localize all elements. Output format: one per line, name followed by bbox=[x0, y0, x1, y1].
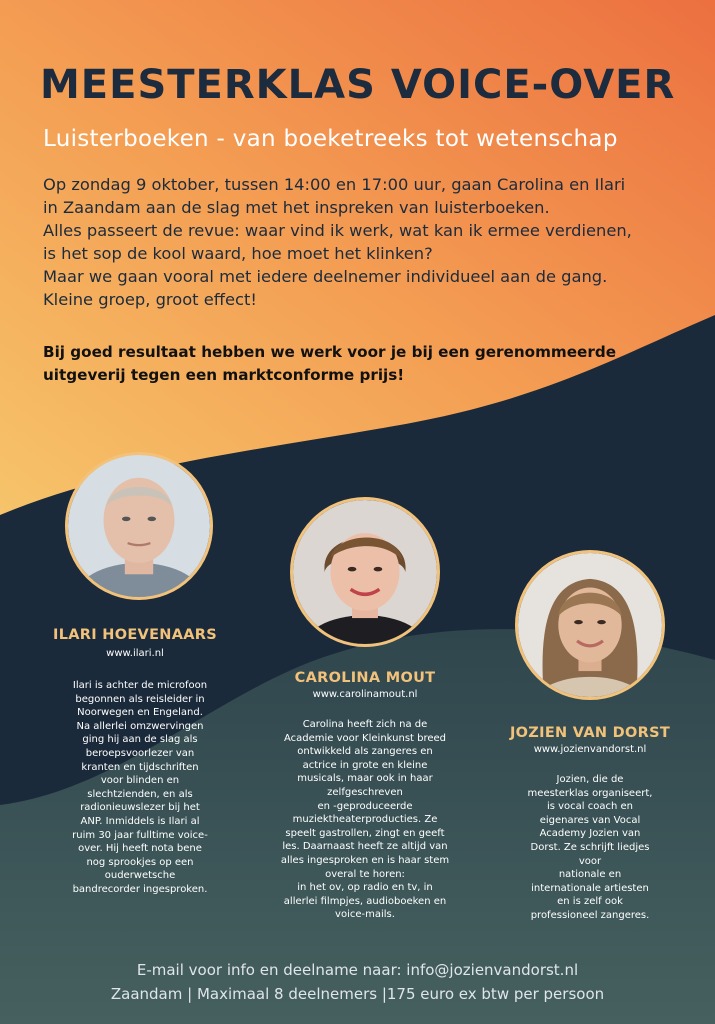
intro-text bbox=[43, 173, 683, 311]
bio-line: musicals, maar ook in haar bbox=[297, 773, 433, 785]
bio-line: begonnen als reisleider in bbox=[75, 693, 205, 705]
bio-line: slechtzienden, en als bbox=[87, 788, 193, 800]
portrait-man-image bbox=[68, 455, 210, 597]
carolina-bio bbox=[255, 718, 475, 922]
bio-line: over. Hij heeft nota bene bbox=[78, 843, 202, 855]
bio-line: en -geproduceerde bbox=[317, 800, 413, 812]
bio-line: ontwikkeld als zangeres en bbox=[297, 746, 433, 758]
bio-line: zelfgeschreven bbox=[327, 786, 403, 798]
bio-line: nationale en bbox=[558, 869, 622, 881]
bio-line: en is zelf ook bbox=[557, 896, 623, 908]
page-title: MEESTERKLAS VOICE-OVER bbox=[40, 62, 676, 108]
intro-line: Alles passeert de revue: waar vind ik werk, wat kan ik ermee verdienen, bbox=[43, 221, 632, 240]
jozien-website: www.jozienvandorst.nl bbox=[533, 744, 647, 755]
bio-line: les. Daarnaast heeft ze altijd van bbox=[282, 841, 448, 853]
bio-line: is vocal coach en bbox=[546, 801, 634, 813]
bio-line: overal te horen: bbox=[325, 868, 405, 880]
bio-line: ANP. Inmiddels is Ilari al bbox=[80, 815, 200, 827]
bio-line: in het ov, op radio en tv, in bbox=[297, 882, 433, 894]
jozien-photo bbox=[515, 550, 665, 700]
bio-line: muziektheaterproducties. Ze bbox=[292, 814, 438, 826]
bio-line: radionieuwslezer bij het bbox=[80, 802, 200, 814]
intro-line: Kleine groep, groot effect! bbox=[43, 290, 257, 309]
carolina-photo bbox=[290, 497, 440, 647]
jozien-bio bbox=[485, 773, 695, 923]
bio-line: Na allerlei omzwervingen bbox=[76, 720, 204, 732]
bio-line: ouderwetsche bbox=[104, 870, 176, 882]
bio-line: Academy Jozien van bbox=[539, 828, 641, 840]
jozien-name: JOZIEN VAN DORST bbox=[509, 725, 671, 741]
ilari-photo bbox=[65, 452, 213, 600]
portrait-woman-image bbox=[293, 500, 437, 644]
bio-line: Academie voor Kleinkunst breed bbox=[283, 732, 447, 744]
bio-line: internationale artiesten bbox=[531, 882, 649, 894]
bio-line: Dorst. Ze schrijft liedjes bbox=[530, 841, 650, 853]
carolina-name: CAROLINA MOUT bbox=[294, 670, 436, 686]
bio-line: bandrecorder ingesproken. bbox=[72, 883, 208, 895]
bio-line: meesterklas organiseert, bbox=[527, 787, 653, 799]
bio-line: alles ingesproken en is haar stem bbox=[280, 854, 450, 866]
bio-line: beroepsvoorlezer van bbox=[85, 747, 195, 759]
bio-line: Ilari is achter de microfoon bbox=[72, 680, 208, 691]
bio-line: actrice in grote en kleine bbox=[302, 759, 428, 771]
bio-line: allerlei filmpjes, audioboeken en bbox=[283, 895, 447, 907]
portrait-woman-image bbox=[518, 553, 662, 697]
intro-line: in Zaandam aan de slag met het inspreken van luisterboeken. bbox=[43, 198, 550, 217]
bio-line: voor bbox=[578, 855, 602, 867]
highlight-line: uitgeverij tegen een marktconforme prijs! bbox=[43, 366, 405, 384]
ilari-bio bbox=[30, 679, 250, 897]
bio-line: Jozien, die de bbox=[556, 774, 624, 785]
bio-line: ruim 30 jaar fulltime voice- bbox=[72, 829, 208, 841]
bio-line: professioneel zangeres. bbox=[530, 909, 650, 921]
bio-line: Carolina heeft zich na de bbox=[302, 719, 428, 730]
bio-line: ging hij aan de slag als bbox=[82, 734, 198, 746]
highlight-text bbox=[43, 341, 683, 387]
intro-line: Op zondag 9 oktober, tussen 14:00 en 17:00 uur, gaan Carolina en Ilari bbox=[43, 175, 626, 194]
intro-line: Maar we gaan vooral met iedere deelnemer individueel aan de gang. bbox=[43, 267, 608, 286]
ilari-website: www.ilari.nl bbox=[106, 648, 164, 659]
bio-line: voice-mails. bbox=[335, 909, 395, 921]
ilari-name: ILARI HOEVENAARS bbox=[53, 627, 217, 643]
footer-contact: E-mail voor info en deelname naar: info@jozienvandorst.nl bbox=[136, 961, 579, 979]
bio-line: speelt gastrollen, zingt en geeft bbox=[285, 827, 445, 839]
bio-line: nog sprookjes op een bbox=[86, 856, 194, 868]
bio-line: Noorwegen en Engeland. bbox=[77, 707, 203, 719]
bio-line: voor blinden en bbox=[100, 775, 180, 787]
carolina-website: www.carolinamout.nl bbox=[312, 689, 418, 700]
intro-line: is het sop de kool waard, hoe moet het klinken? bbox=[43, 244, 433, 263]
subtitle: Luisterboeken - van boeketreeks tot wetenschap bbox=[43, 126, 618, 152]
bio-line: eigenares van Vocal bbox=[539, 814, 641, 826]
highlight-line: Bij goed resultaat hebben we werk voor je bij een gerenommeerde bbox=[43, 343, 617, 361]
bio-line: kranten en tijdschriften bbox=[81, 761, 199, 773]
footer-details: Zaandam | Maximaal 8 deelnemers |175 euro ex btw per persoon bbox=[110, 985, 605, 1003]
